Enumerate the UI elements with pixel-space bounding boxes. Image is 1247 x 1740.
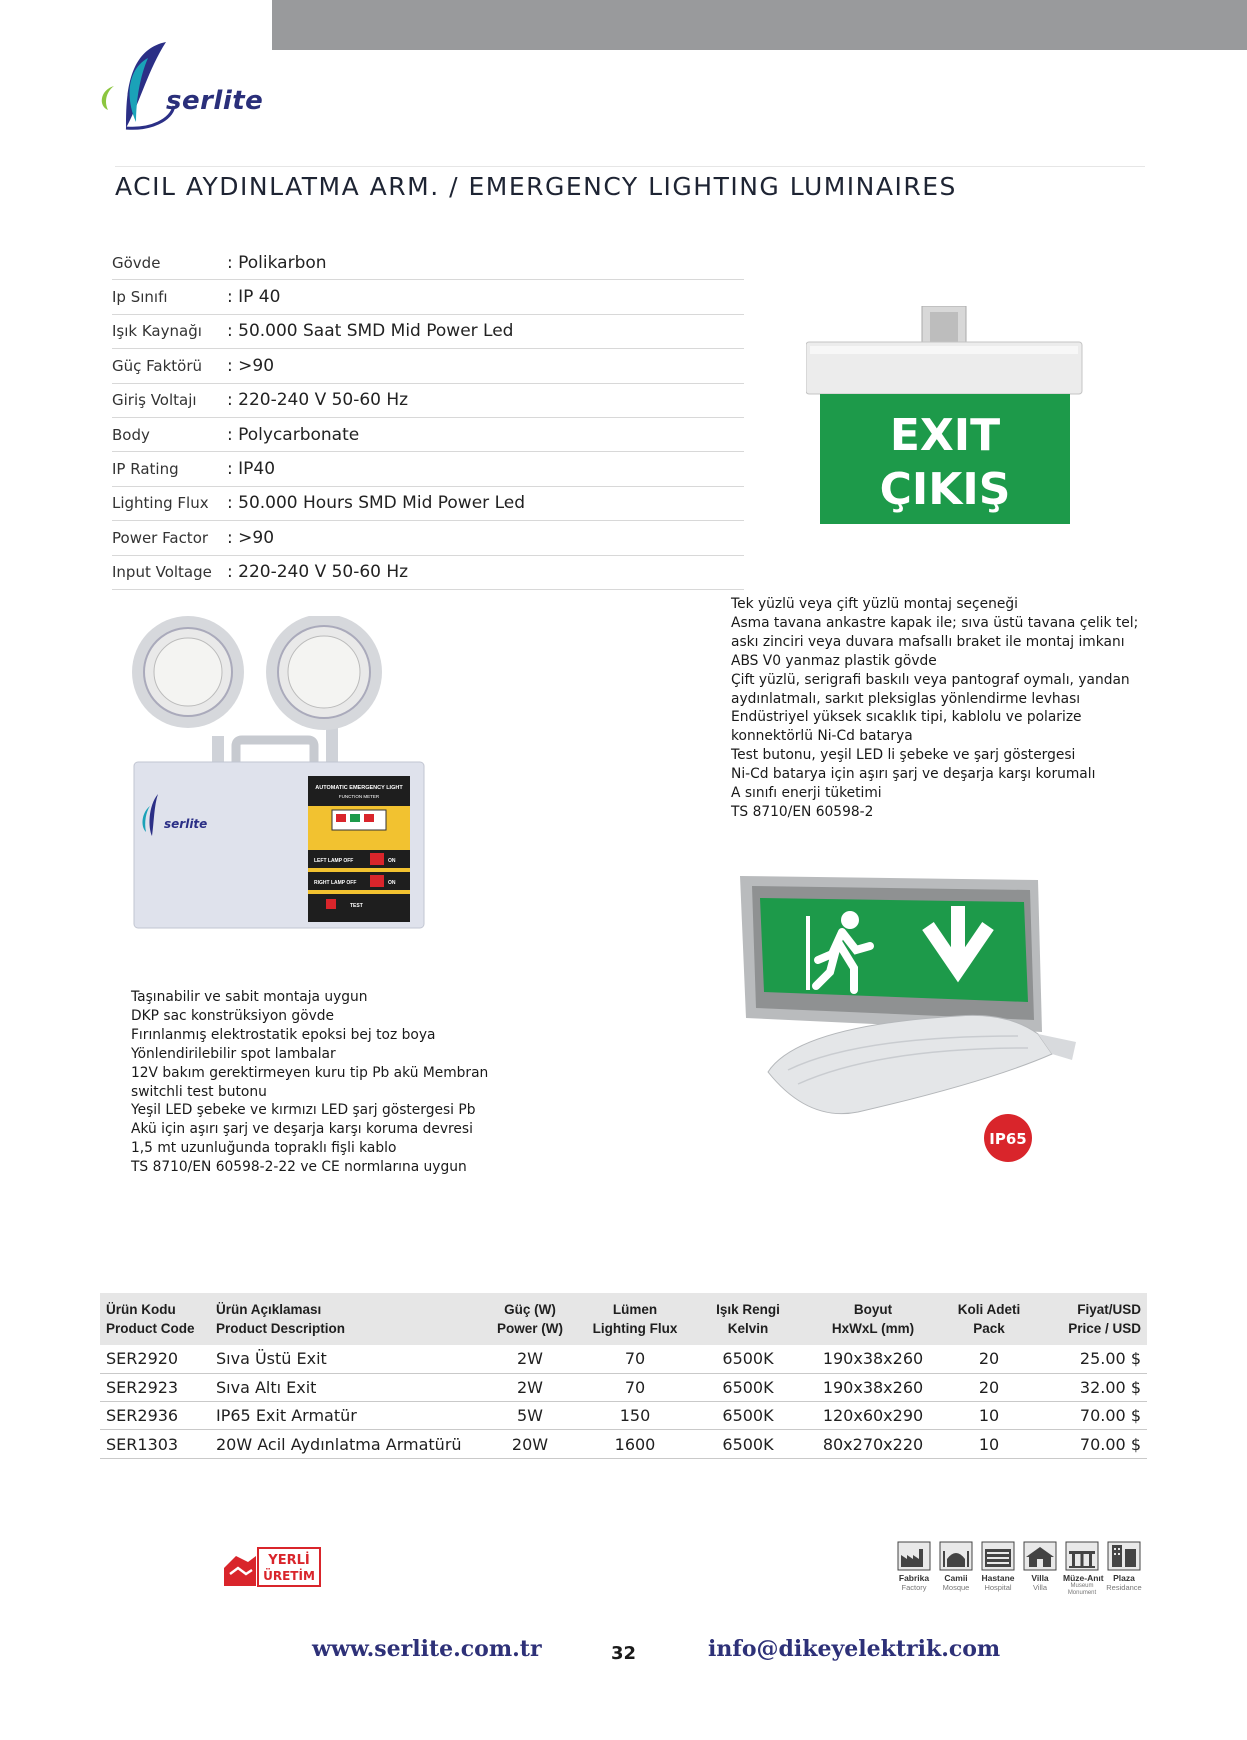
desc-line: Endüstriyel yüksek sıcaklık tipi, kablolu ve polarize <box>731 709 1082 726</box>
spec-label: Input Voltage <box>112 563 212 582</box>
page-number: 32 <box>611 1643 637 1664</box>
lumen: 1600 <box>580 1430 690 1458</box>
pack: 20 <box>940 1373 1038 1401</box>
ip65-badge: IP65 <box>989 1130 1027 1148</box>
desc-line: 12V bakım gerektirmeyen kuru tip Pb akü Membran <box>131 1064 489 1081</box>
desc-line: switchli test butonu <box>131 1083 267 1100</box>
kelvin: 6500K <box>690 1373 806 1401</box>
header-product-description: Ürün Açıklaması Product Description <box>216 1302 346 1336</box>
power: 2W <box>480 1345 580 1373</box>
spec-table <box>112 246 744 590</box>
plaza-icon <box>1107 1541 1141 1571</box>
desc-line: Yeşil LED şebeke ve kırmızı LED şarj göstergesi Pb <box>131 1102 476 1119</box>
usage-label: Fabrika <box>898 1573 930 1583</box>
usage-label: Plaza <box>1113 1573 1135 1583</box>
desc-line: Taşınabilir ve sabit montaja uygun <box>131 989 368 1005</box>
spec-value: : >90 <box>227 527 275 548</box>
kelvin: 6500K <box>690 1345 806 1373</box>
twin-spot-emergency-light-image <box>130 616 426 932</box>
header-dimensions: Boyut HxWxL (mm) <box>831 1302 915 1336</box>
spec-label: Işık Kaynağı <box>112 322 202 341</box>
lumen: 150 <box>580 1402 690 1430</box>
price-table <box>100 1293 1147 1459</box>
usage-factory <box>895 1541 933 1597</box>
desc-line: TS 8710/EN 60598-2-22 ve CE normlarına uygun <box>131 1159 467 1176</box>
usage-label: Villa <box>1031 1573 1049 1583</box>
dimensions: 190x38x260 <box>806 1373 940 1401</box>
header-product-code: Ürün Kodu Product Code <box>106 1302 195 1336</box>
spec-value: : Polikarbon <box>227 252 327 273</box>
header-price: Fiyat/USD Price / USD <box>1068 1302 1141 1336</box>
spec-label: Giriş Voltajı <box>112 391 197 410</box>
product-code: SER2923 <box>100 1373 210 1401</box>
desc-line: ABS V0 yanmaz plastik gövde <box>731 652 937 669</box>
page-title: ACIL AYDINLATMA ARM. / EMERGENCY LIGHTING LUMINAIRES <box>115 172 957 201</box>
product-code: SER2936 <box>100 1402 210 1430</box>
spec-row <box>112 280 744 314</box>
usage-sub: Factory <box>901 1583 927 1592</box>
yerli-line1: YERLİ <box>268 1553 310 1568</box>
factory-icon <box>897 1541 931 1571</box>
museum-icon <box>1065 1541 1099 1571</box>
spec-label: Lighting Flux <box>112 494 209 513</box>
product-description: Sıva Altı Exit <box>210 1373 480 1401</box>
desc-line: TS 8710/EN 60598-2 <box>731 803 874 820</box>
left-lamp-switch[interactable] <box>370 853 384 865</box>
usage-museum <box>1063 1541 1104 1597</box>
price: 32.00 $ <box>1038 1373 1147 1401</box>
product-code: SER2920 <box>100 1345 210 1373</box>
panel-subtitle: FUNCTION METER <box>338 794 380 799</box>
pack: 10 <box>940 1402 1038 1430</box>
left-lamp-label: LEFT LAMP OFF <box>314 858 354 864</box>
brand-name: serlite <box>166 86 264 116</box>
test-label: TEST <box>350 903 363 909</box>
serlite-logo <box>96 40 276 130</box>
spec-row <box>112 315 744 349</box>
desc-line: Çift yüzlü, serigrafi baskılı veya pantograf oymalı, yandan <box>731 671 1130 688</box>
usage-icons <box>895 1541 1143 1597</box>
usage-hospital <box>979 1541 1017 1597</box>
usage-label: Camii <box>944 1573 968 1583</box>
website-link[interactable]: www.serlite.com.tr <box>312 1636 542 1662</box>
table-row <box>100 1430 1147 1458</box>
spec-label: Güç Faktörü <box>112 356 203 375</box>
price: 70.00 $ <box>1038 1430 1147 1458</box>
kelvin: 6500K <box>690 1402 806 1430</box>
email-link[interactable]: info@dikeyelektrik.com <box>708 1636 1001 1662</box>
spec-label: Body <box>112 425 150 444</box>
ip65-exit-luminaire-image <box>738 876 1078 1176</box>
exit-sign-product-image <box>806 306 1084 528</box>
usage-mosque <box>937 1541 975 1597</box>
desc-line: A sınıfı enerji tüketimi <box>731 785 882 802</box>
usage-sub: Mosque <box>942 1583 970 1592</box>
lumen: 70 <box>580 1373 690 1401</box>
table-row <box>100 1345 1147 1373</box>
dimensions: 190x38x260 <box>806 1345 940 1373</box>
spec-value: : 220-240 V 50-60 Hz <box>227 390 409 411</box>
desc-line: Akü için aşırı şarj ve deşarja karşı koruma devresi <box>131 1121 473 1138</box>
product-code: SER1303 <box>100 1430 210 1458</box>
desc-line: Fırınlanmış elektrostatik epoksi bej toz boya <box>131 1026 436 1043</box>
exit-sign-description <box>731 595 1138 822</box>
usage-label: Hastane <box>981 1573 1015 1583</box>
desc-line: Test butonu, yeşil LED li şebeke ve şarj göstergesi <box>731 747 1076 764</box>
usage-sub: Museum Monument <box>1067 1583 1097 1596</box>
spec-row <box>112 521 744 555</box>
spec-value: : IP 40 <box>227 287 281 308</box>
spec-value: : >90 <box>227 355 275 376</box>
usage-label: Müze-Anıt <box>1063 1573 1104 1583</box>
price-table-header <box>100 1293 1147 1345</box>
spec-label: Power Factor <box>112 528 209 547</box>
dimensions: 80x270x220 <box>806 1430 940 1458</box>
table-row <box>100 1373 1147 1401</box>
pack: 20 <box>940 1345 1038 1373</box>
spec-label: IP Rating <box>112 460 179 479</box>
spec-row <box>112 452 744 486</box>
kelvin: 6500K <box>690 1430 806 1458</box>
usage-plaza <box>1105 1541 1143 1597</box>
product-description: IP65 Exit Armatür <box>210 1402 480 1430</box>
desc-line: Ni-Cd batarya için aşırı şarj ve deşarja karşı korumalı <box>731 766 1096 783</box>
header-power: Güç (W) Power (W) <box>497 1302 563 1336</box>
right-lamp-switch[interactable] <box>370 875 384 887</box>
price: 70.00 $ <box>1038 1402 1147 1430</box>
table-row <box>100 1402 1147 1430</box>
spec-row <box>112 418 744 452</box>
header-lumen: Lümen Lighting Flux <box>592 1302 678 1336</box>
left-lamp-on-label: ON <box>388 858 396 864</box>
desc-line: askı zinciri veya duvara mafsallı braket ile montaj imkanı <box>731 633 1125 650</box>
right-lamp-label: RIGHT LAMP OFF <box>314 880 357 886</box>
product-description: 20W Acil Aydınlatma Armatürü <box>210 1430 480 1458</box>
desc-line: Asma tavana ankastre kapak ile; sıva üstü tavana çelik tel; <box>731 614 1139 631</box>
villa-icon <box>1023 1541 1057 1571</box>
power: 5W <box>480 1402 580 1430</box>
usage-sub: Residance <box>1106 1583 1142 1592</box>
right-lamp-on-label: ON <box>388 880 396 886</box>
twin-spot-description <box>131 988 488 1177</box>
test-button[interactable] <box>326 899 336 909</box>
desc-line: Tek yüzlü veya çift yüzlü montaj seçeneği <box>731 596 1018 612</box>
panel-title: AUTOMATIC EMERGENCY LIGHT <box>315 785 403 791</box>
dimensions: 120x60x290 <box>806 1402 940 1430</box>
spec-label: Gövde <box>112 253 161 272</box>
exit-sign-line2: ÇIKIŞ <box>879 464 1011 515</box>
yerli-uretim-badge <box>222 1546 322 1588</box>
top-header-bar <box>272 0 1247 50</box>
spec-row <box>112 487 744 521</box>
pack: 10 <box>940 1430 1038 1458</box>
desc-line: 1,5 mt uzunluğunda topraklı fişli kablo <box>131 1140 397 1157</box>
hospital-icon <box>981 1541 1015 1571</box>
header-pack: Koli Adeti Pack <box>957 1302 1021 1336</box>
desc-line: Yönlendirilebilir spot lambalar <box>131 1045 336 1062</box>
spec-row <box>112 349 744 383</box>
spec-value: : IP40 <box>227 459 276 480</box>
spec-value: : Polycarbonate <box>227 424 360 445</box>
power: 2W <box>480 1373 580 1401</box>
mosque-icon <box>939 1541 973 1571</box>
title-divider <box>115 166 1145 167</box>
price: 25.00 $ <box>1038 1345 1147 1373</box>
desc-line: aydınlatmalı, sarkıt pleksiglas yönlendirme levhası <box>731 690 1081 707</box>
power: 20W <box>480 1430 580 1458</box>
header-kelvin: Işık Rengi Kelvin <box>716 1302 780 1336</box>
usage-sub: Hospital <box>984 1583 1012 1592</box>
spec-row <box>112 384 744 418</box>
spec-value: : 220-240 V 50-60 Hz <box>227 562 409 583</box>
exit-sign-line1: EXIT <box>889 410 1001 461</box>
spec-value: : 50.000 Saat SMD Mid Power Led <box>227 321 514 342</box>
lumen: 70 <box>580 1345 690 1373</box>
yerli-line2: ÜRETİM <box>263 1569 315 1583</box>
twin-spot-brand: serlite <box>164 817 208 831</box>
desc-line: konnektörlü Ni-Cd batarya <box>731 728 913 745</box>
spec-row <box>112 556 744 590</box>
usage-sub: Villa <box>1032 1583 1048 1592</box>
spec-label: Ip Sınıfı <box>112 288 168 307</box>
spec-row <box>112 246 744 280</box>
spec-value: : 50.000 Hours SMD Mid Power Led <box>227 493 525 514</box>
product-description: Sıva Üstü Exit <box>210 1345 480 1373</box>
usage-villa <box>1021 1541 1059 1597</box>
desc-line: DKP sac konstrüksiyon gövde <box>131 1007 335 1024</box>
